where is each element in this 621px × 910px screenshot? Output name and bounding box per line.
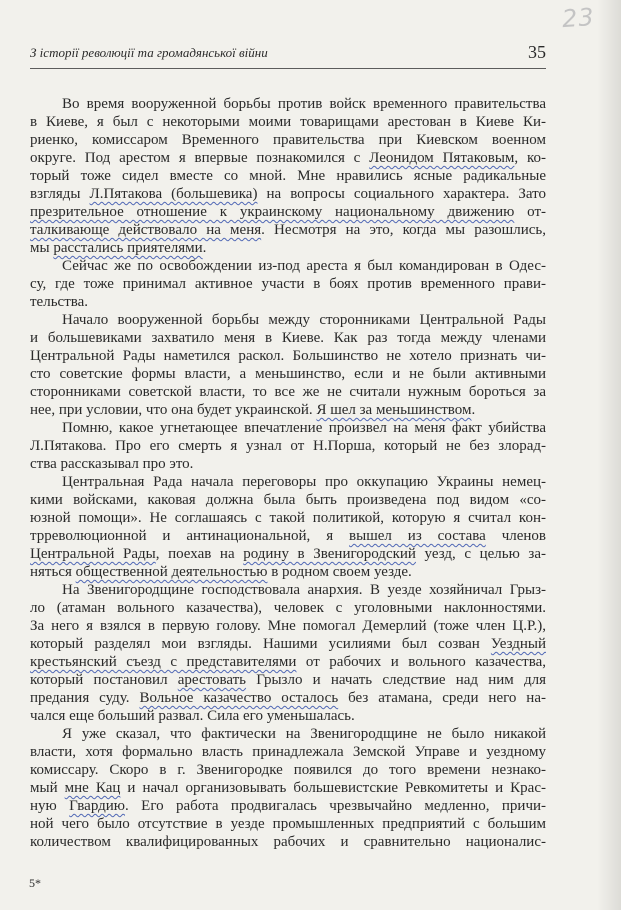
text-run: , ко- [514, 150, 546, 166]
text-run: На Звенигородщине господствовала анархия. В уезде хозяйничал Грыз- [62, 582, 546, 598]
line-content [30, 221, 546, 239]
line-content [30, 275, 546, 293]
text-run: юзной помощи». Не соглашаясь с такой политикой, которую я считал кон- [30, 510, 546, 526]
text-line [30, 149, 546, 167]
line-content [30, 653, 546, 671]
paragraph [30, 473, 546, 581]
text-run: взгляды [30, 186, 90, 202]
line-content [62, 95, 546, 113]
pen-underlined-phrase: Леонидом Пятаковым [369, 150, 515, 166]
line-content [30, 491, 546, 509]
text-run: без атамана, среди него на- [338, 690, 546, 706]
line-content [30, 185, 546, 203]
paragraph [30, 95, 546, 257]
text-line [30, 329, 546, 347]
text-run: ло (атаман вольного казачества), человек с уголовными наклонностями. [30, 600, 546, 616]
line-content [30, 365, 546, 383]
text-run: . Несмотря на это, когда мы разошлись, [261, 222, 546, 238]
text-run: мый [30, 780, 65, 796]
line-content [30, 347, 546, 365]
line-content [30, 563, 412, 581]
line-content [62, 473, 546, 491]
line-content [30, 239, 206, 257]
pen-underlined-phrase: Центральной Рады [30, 546, 156, 562]
line-content [30, 509, 546, 527]
line-content [30, 293, 88, 311]
line-content [30, 743, 546, 761]
text-run: Сейчас же по освобождении из-под ареста я был командирован в Одес- [62, 258, 546, 274]
text-run: Грызло и начать следствие над ним для [246, 672, 547, 688]
line-content [30, 329, 546, 347]
line-content [30, 779, 546, 797]
line-content [30, 599, 546, 617]
pen-underlined-phrase: арестовать [177, 672, 247, 688]
text-run: от рабочих и вольного казачества, [296, 654, 546, 670]
text-run: су, где тоже принимал активное участи в боях против временного прави- [30, 276, 546, 292]
text-line [30, 527, 546, 545]
line-content [30, 437, 546, 455]
text-run: риенко, комиссаром Временного правительства при Киевском военном [30, 132, 546, 148]
text-run: который постановил [30, 672, 178, 688]
pen-underlined-phrase: расстались приятелями [53, 240, 203, 256]
text-line [30, 95, 546, 113]
line-content [30, 833, 546, 851]
text-line [30, 743, 546, 761]
pen-underlined-phrase: вышел из состава [349, 528, 486, 544]
text-run: Начало вооруженной борьбы между сторонниками Центральной Рады [62, 312, 546, 328]
text-line [30, 239, 546, 257]
paragraph [30, 581, 546, 725]
text-run: ной чего было отсутствие в уезде промышленных предприятий с большим [30, 816, 546, 832]
text-line [30, 725, 546, 743]
text-run: . [471, 402, 476, 418]
line-content [30, 383, 546, 401]
paragraph [30, 257, 546, 311]
handwritten-page-mark: 23 [561, 2, 596, 34]
text-run: Л.Пятакова. Про его смерть я узнал от Н.Порша, который не без злорад- [30, 438, 546, 454]
line-content [30, 761, 546, 779]
text-run: сторонниками советской власти, то все же не считали нужным бороться за [30, 384, 546, 400]
text-run: и большевиками захватило меня в Киеве. Как раз тогда между членами [30, 330, 546, 346]
line-content [30, 707, 355, 725]
text-run: членов [485, 528, 547, 544]
text-run: . [202, 240, 207, 256]
text-line [30, 257, 546, 275]
text-line [30, 131, 546, 149]
printer-signature-mark: 5* [29, 876, 41, 890]
text-run: на вопросы социального характера. Зато [257, 186, 547, 202]
line-content [30, 149, 546, 167]
text-line [30, 707, 546, 725]
text-run: , поехав на [155, 546, 244, 562]
line-content [30, 113, 546, 131]
text-line [30, 473, 546, 491]
text-run: и начал организовывать большевистские Ревкомитеты и Крас- [120, 780, 546, 796]
text-line [30, 563, 546, 581]
line-content [62, 581, 546, 599]
text-run: который разделял мои взгляды. Нашими усилиями был созван [30, 636, 491, 652]
pen-underlined-phrase: крестьянский съезд с представителями [30, 654, 297, 670]
pen-underlined-phrase: Я шел за меньшинством [316, 402, 472, 418]
line-content [30, 455, 193, 473]
text-line [30, 185, 546, 203]
text-line [30, 419, 546, 437]
text-run: сто советские формы власти, а меньшинство, если и не были активными [30, 366, 546, 382]
text-run: мы [30, 240, 54, 256]
pen-underlined-phrase: родину в Звенигородский [243, 546, 416, 562]
text-run: Я уже сказал, что фактически на Звенигородщине не было никакой [62, 726, 546, 742]
text-line [30, 545, 546, 563]
line-content [30, 203, 546, 221]
text-line [30, 761, 546, 779]
text-line [30, 275, 546, 293]
text-run: За него я взялся в первую голову. Мне помогал Демерлий (тоже член Ц.Р.), [30, 618, 546, 634]
paragraph [30, 419, 546, 473]
line-content [30, 617, 546, 635]
text-line [30, 689, 546, 707]
pen-underlined-phrase: Уездный [490, 636, 546, 652]
line-content [62, 725, 546, 743]
text-run: трреволюционной и антинациональной, я [30, 528, 350, 544]
text-run: Центральной Рады наметился раскол. Большинство не хотело признать чи- [30, 348, 546, 364]
page-number: 35 [528, 42, 546, 62]
text-run: ства рассказывал про это. [30, 456, 194, 472]
pen-underlined-phrase: презрительное отношение к украинскому национальному движению [30, 204, 515, 220]
text-run: в родном своем уезде. [267, 564, 412, 580]
text-run: Центральная Рада начала переговоры про оккупацию Украины немец- [62, 474, 546, 490]
line-content [30, 689, 546, 707]
text-run: нее, при условии, что она будет украинской. [30, 402, 317, 418]
text-run: чался еще больший развал. Сила его уменьшалась. [30, 708, 355, 724]
text-line [30, 653, 546, 671]
text-line [30, 311, 546, 329]
paragraph [30, 725, 546, 851]
text-run: няться [30, 564, 76, 580]
text-line [30, 815, 546, 833]
text-run: комиссару. Скоро в г. Звенигородке появился до того времени незнако- [30, 762, 546, 778]
text-line [30, 203, 546, 221]
text-line [30, 221, 546, 239]
text-line [30, 113, 546, 131]
pen-underlined-phrase: Л.Пятакова (большевика) [89, 186, 258, 202]
text-line [30, 797, 546, 815]
line-content [30, 797, 546, 815]
text-run: Во время вооруженной борьбы против войск временного правительства [62, 96, 546, 112]
line-content [30, 167, 546, 185]
text-run: власти, хотя формально власть принадлежала Земской Управе и уездному [30, 744, 546, 760]
text-line [30, 455, 546, 473]
line-content [62, 419, 546, 437]
pen-underlined-phrase: мне Кац [64, 780, 121, 796]
line-content [30, 131, 546, 149]
text-run: . Его работа продвигалась чрезвычайно медленно, причи- [124, 798, 547, 814]
text-line [30, 401, 546, 419]
text-line [30, 581, 546, 599]
paragraph [30, 311, 546, 419]
text-run: торый тоже сидел вместе со мной. Мне нравились ясные радикальные [30, 168, 546, 184]
line-content [30, 527, 546, 545]
text-line [30, 635, 546, 653]
line-content [30, 815, 546, 833]
body-text [30, 95, 546, 851]
text-run: ную [30, 798, 70, 814]
text-line [30, 293, 546, 311]
text-run: предания суду. [30, 690, 140, 706]
line-content [30, 545, 546, 563]
text-line [30, 365, 546, 383]
text-run: Помню, какое угнетающее впечатление произвел на меня факт убийства [62, 420, 546, 436]
text-run: уезд, с целью за- [415, 546, 546, 562]
text-run: количеством квалифицированных рабочих и сравнительно националис- [30, 834, 546, 850]
text-line [30, 347, 546, 365]
text-line [30, 833, 546, 851]
text-line [30, 491, 546, 509]
text-line [30, 617, 546, 635]
line-content [30, 401, 475, 419]
text-run: округе. Под арестом я впервые познакомился с [30, 150, 370, 166]
text-run: от- [514, 204, 546, 220]
text-line [30, 509, 546, 527]
text-run: кими войсками, каковая должна была быть произведена под видом «со- [30, 492, 546, 508]
line-content [62, 257, 546, 275]
text-run: тельства. [30, 294, 89, 310]
text-line [30, 167, 546, 185]
line-content [30, 671, 546, 689]
pen-underlined-phrase: Вольное казачество осталось [139, 690, 339, 706]
text-line [30, 599, 546, 617]
text-line [30, 671, 546, 689]
text-line [30, 779, 546, 797]
line-content [30, 635, 546, 653]
page-edge-shadow [597, 0, 621, 910]
text-line [30, 437, 546, 455]
text-run: в Киеве, я был с некоторыми моими товарищами арестован в Киеве Ки- [30, 114, 546, 130]
text-line [30, 383, 546, 401]
line-content [62, 311, 546, 329]
header-rule [30, 68, 546, 69]
pen-underlined-phrase: талкивающе действовало на меня [30, 222, 262, 238]
pen-underlined-phrase: общественной деятельностью [75, 564, 268, 580]
running-title: З історії революції та громадянської війни [30, 45, 268, 60]
pen-underlined-phrase: Гвардию [69, 798, 125, 814]
